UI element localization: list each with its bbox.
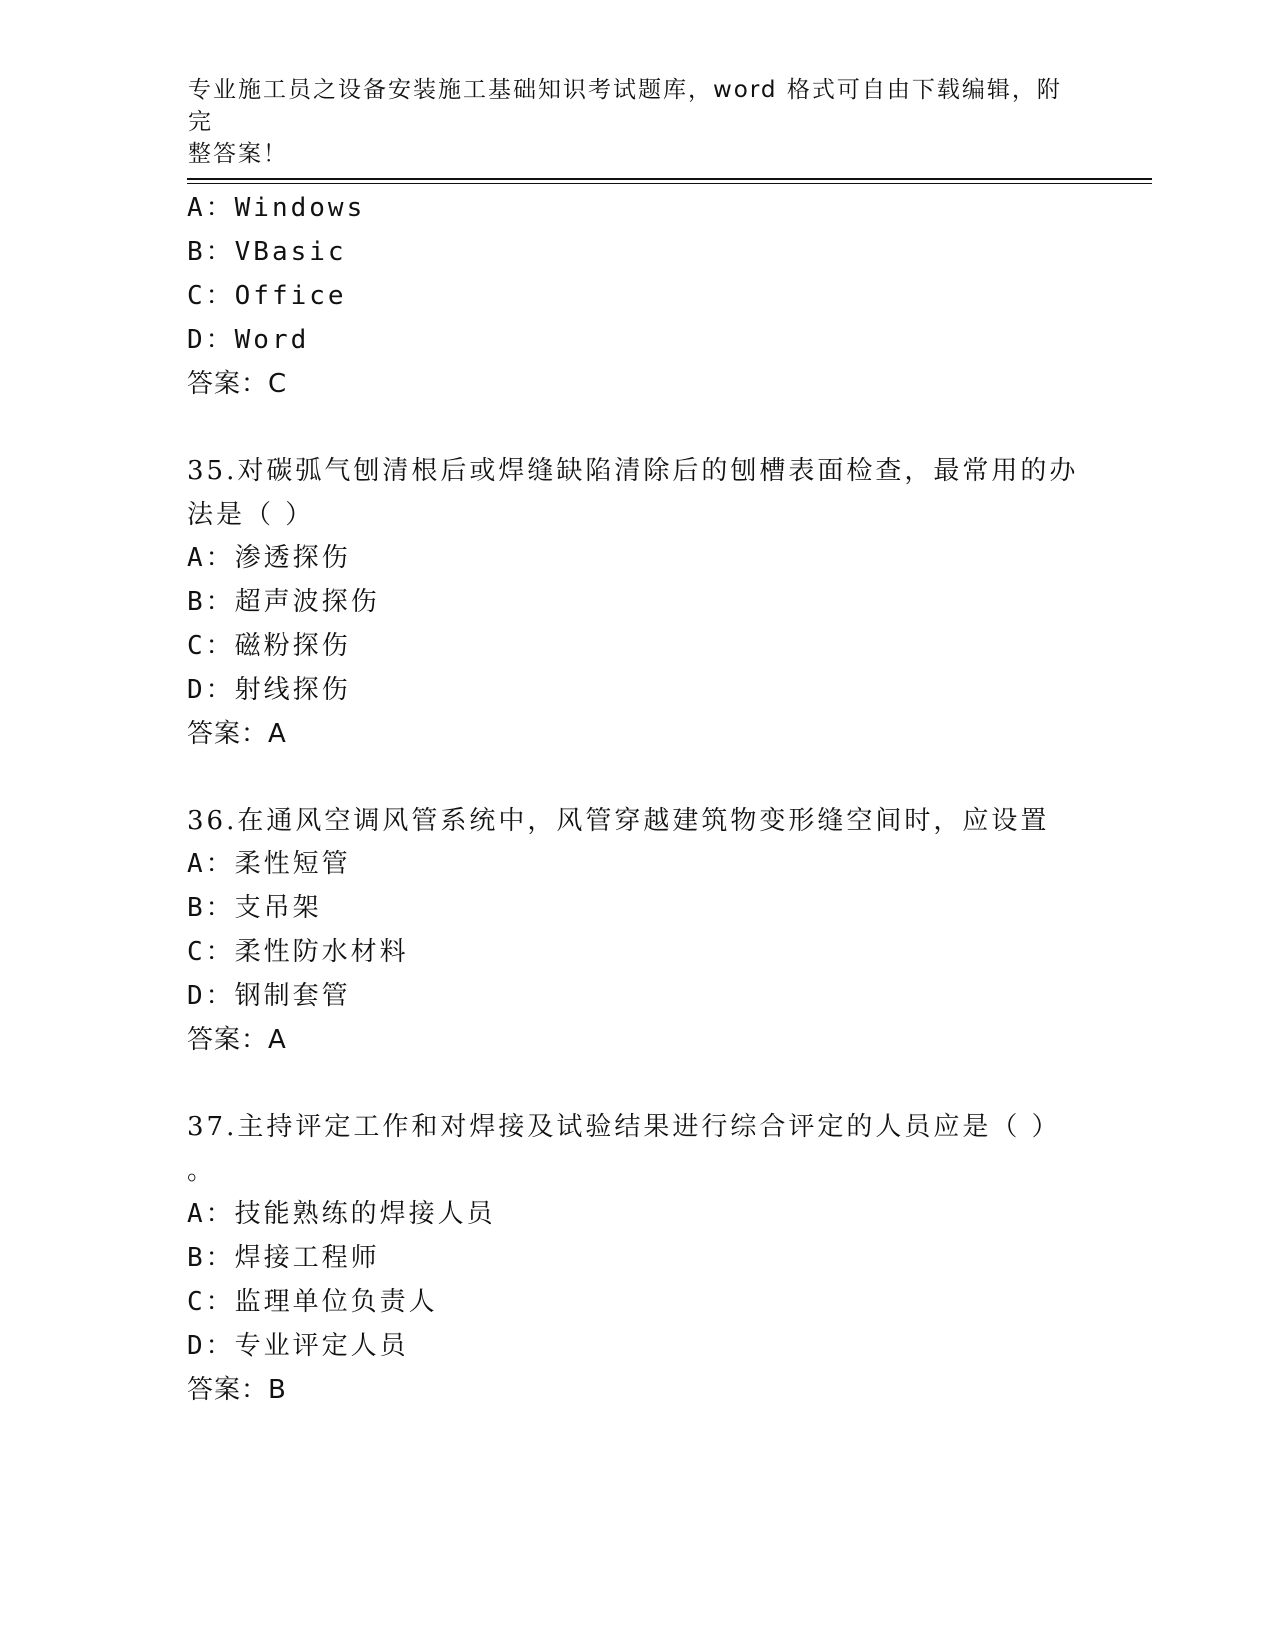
option-b: B：VBasic [187,237,347,267]
question-text: 37.主持评定工作和对焊接及试验结果进行综合评定的人员应是（ ） [187,1112,1061,1142]
option-a: A：柔性短管 [187,849,351,879]
answer-label: 答案：A [187,719,287,749]
option-b: B：超声波探伤 [187,587,380,617]
question-text-continued: 法是（ ） [187,500,315,530]
answer-label: 答案：C [187,369,288,399]
option-a: A：技能熟练的焊接人员 [187,1199,496,1229]
answer-label: 答案：A [187,1025,287,1055]
answer-label: 答案：B [187,1375,287,1405]
header-divider-thin [187,183,1152,184]
question-text: 36.在通风空调风管系统中，风管穿越建筑物变形缝空间时，应设置 [187,806,1050,836]
header-line: 整答案！ [188,141,288,167]
document-header [188,74,1068,170]
option-c: C：监理单位负责人 [187,1287,438,1317]
option-b: B：焊接工程师 [187,1243,380,1273]
question-text-continued: 。 [187,1156,217,1186]
question-text: 35.对碳弧气刨清根后或焊缝缺陷清除后的刨槽表面检查，最常用的办 [187,456,1079,486]
header-divider [187,178,1152,180]
option-d: D：专业评定人员 [187,1331,409,1361]
option-d: D：Word [187,325,310,355]
option-b: B：支吊架 [187,893,322,923]
option-a: A：渗透探伤 [187,543,351,573]
option-a: A：Windows [187,193,366,223]
header-line: 专业施工员之设备安装施工基础知识考试题库，word 格式可自由下载编辑，附完 [188,77,1062,135]
option-d: D：射线探伤 [187,675,351,705]
option-d: D：钢制套管 [187,981,351,1011]
option-c: C：磁粉探伤 [187,631,351,661]
option-c: C：柔性防水材料 [187,937,409,967]
option-c: C：Office [187,281,347,311]
